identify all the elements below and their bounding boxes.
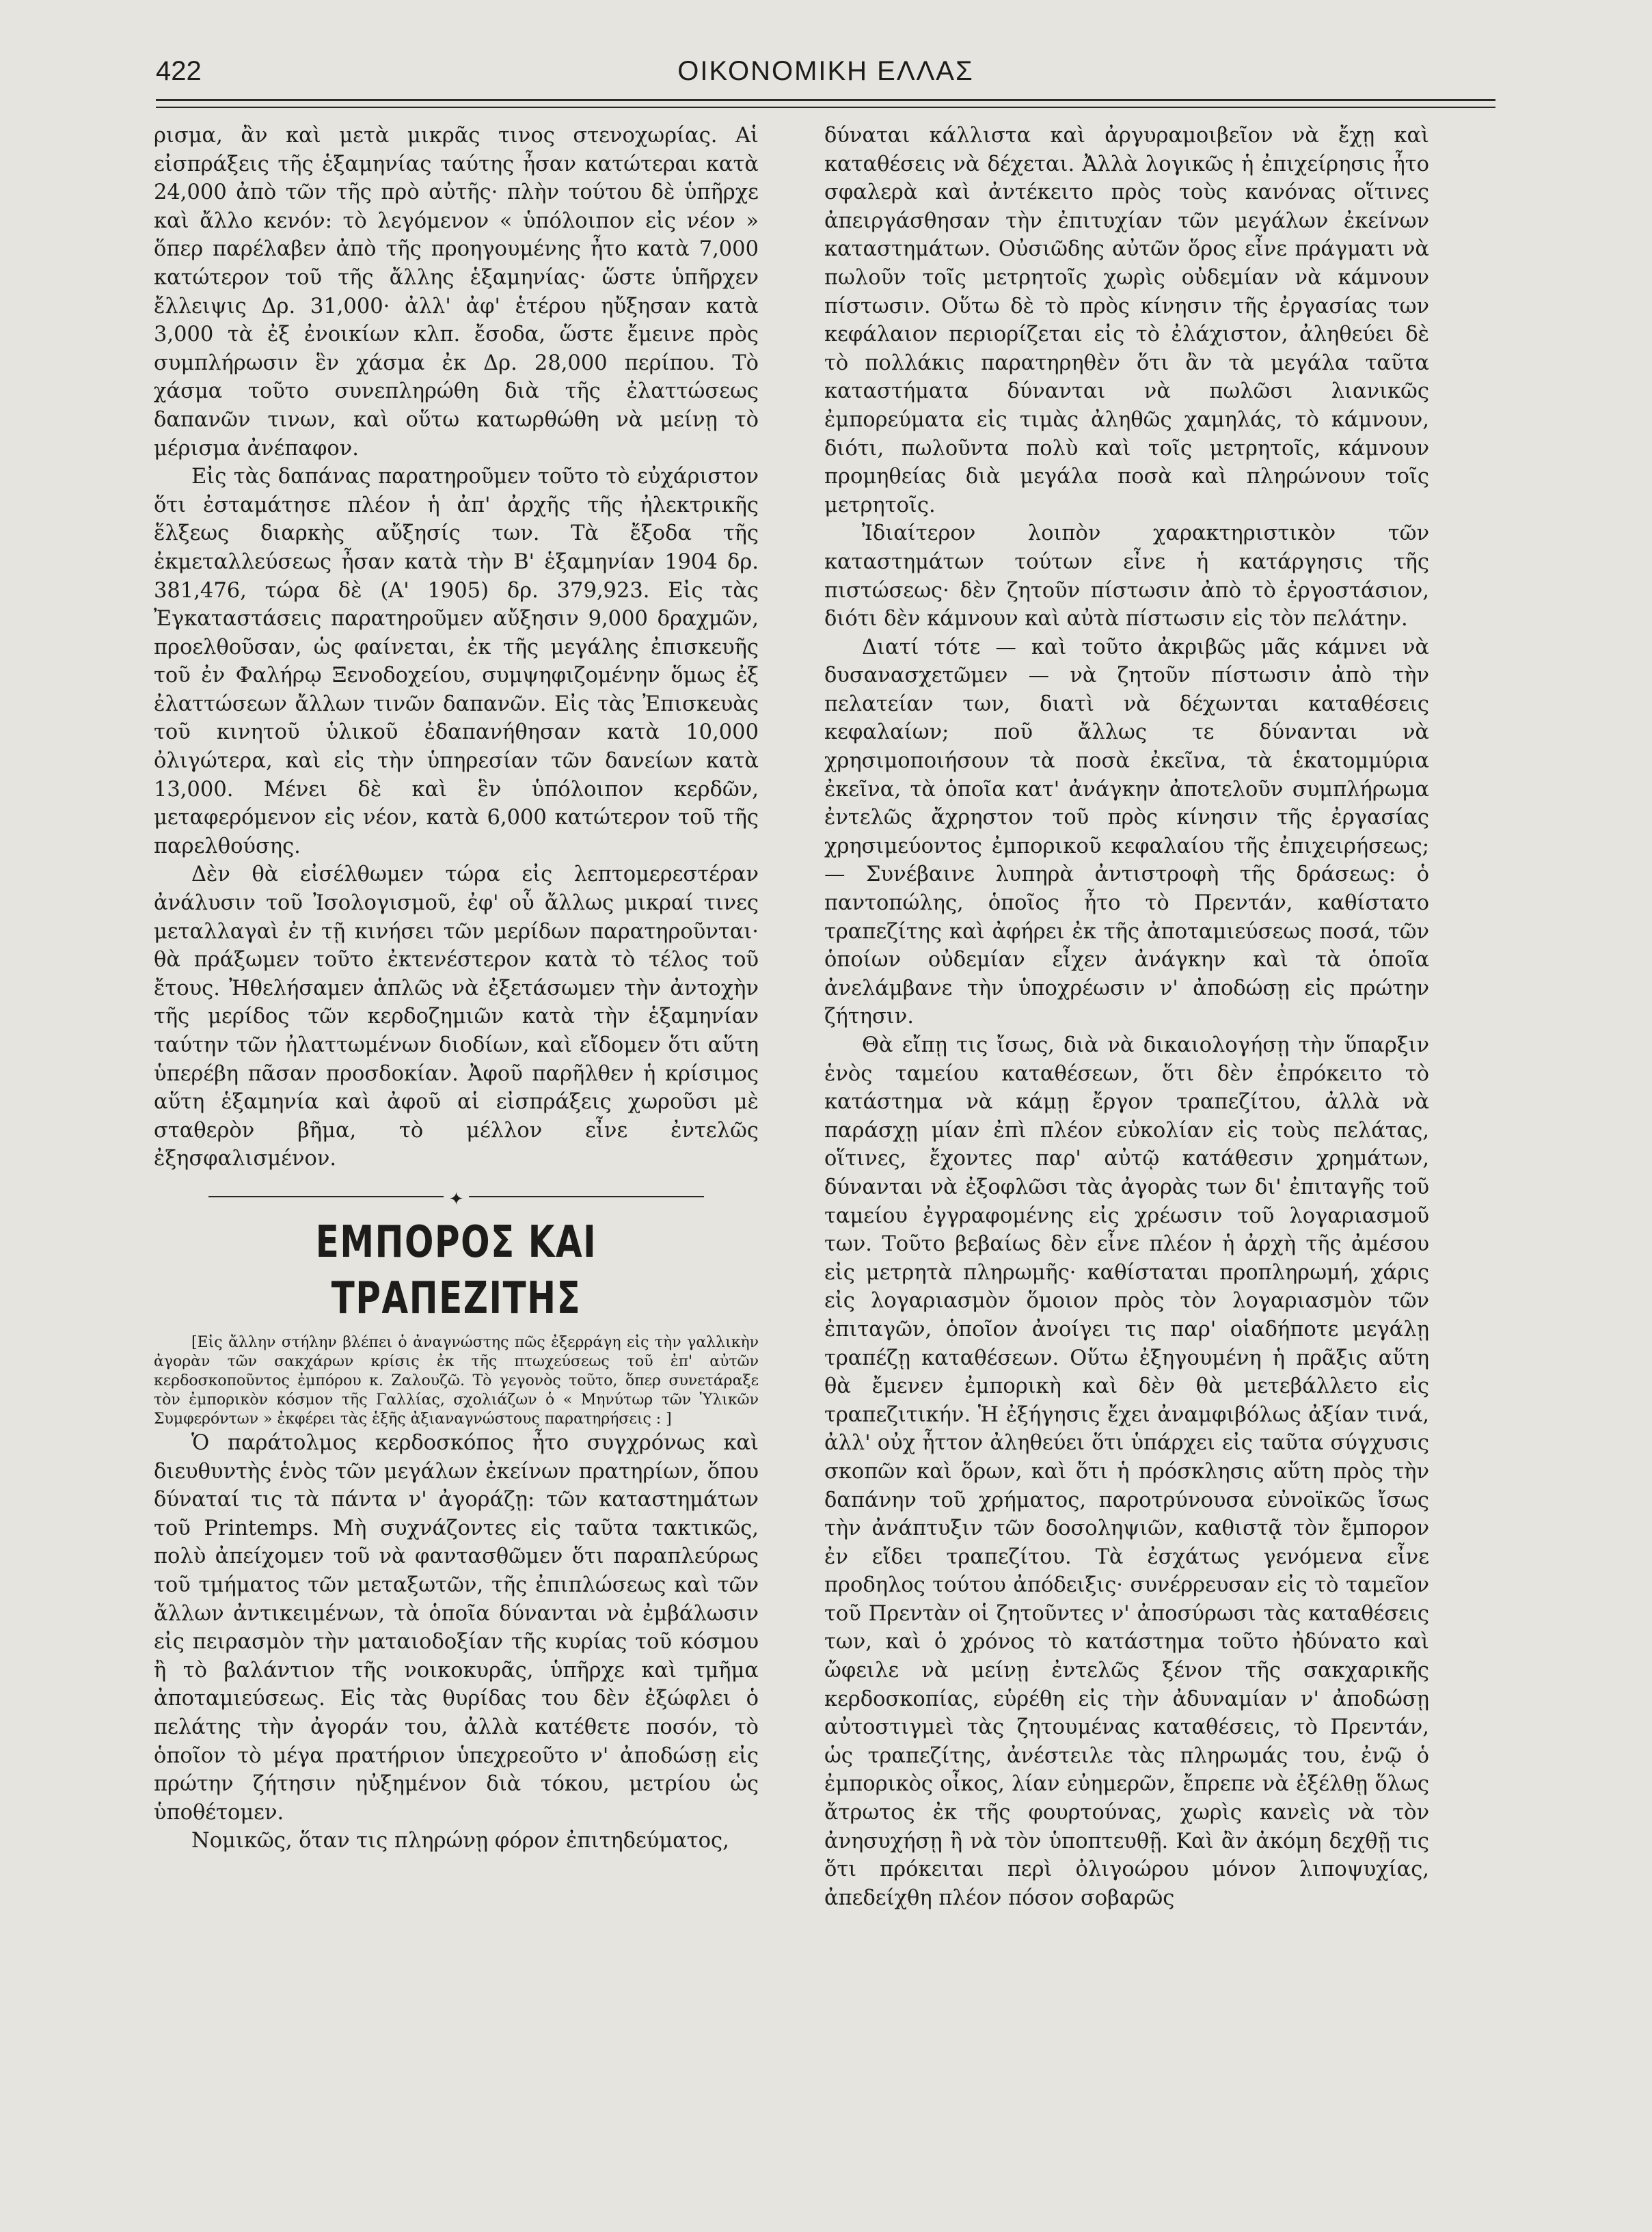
paragraph: δύναται κάλλιστα καὶ ἀργυραμοιβεῖον νὰ ἔχῃ καὶ καταθέσεις νὰ δέχεται. Ἀλλὰ λογικῶς ἡ ἐπιχείρησις ἦτο σφαλερὰ καὶ ἀντέκειτο πρὸς τοὺς κανόνας οἵτινες ἀπειργάσθησαν τὴν ἐπιτυχίαν τῶν μεγάλων ἐκείνων καταστημάτων. Οὐσιῶδης αὐτῶν ὅρος εἶνε πράγματι νὰ πωλοῦν τοῖς μετρητοῖς χωρὶς οὐδεμίαν νὰ κάμνουν πίστωσιν. Οὕτω δὲ τὸ πρὸς κίνησιν τῆς ἐργασίας των κεφάλαιον περιορίζεται εἰς τὸ ἐλάχιστον, ἀληθεύει δὲ τὸ πολλάκις παρατηρηθὲν ὅτι ἂν τὰ μεγάλα ταῦτα καταστήματα δύνανται νὰ πωλῶσι λιανικῶς ἐμπορεύματα εἰς τιμὰς ἀληθῶς χαμηλάς, τὸ κάμνουν, διότι, πωλοῦντα πολὺ καὶ τοῖς μετρητοῖς, κάμνουν προμηθείας διὰ μεγάλα ποσὰ καὶ πληρώνουν τοῖς μετρητοῖς. xyxy=(824,124,1429,517)
paragraph: Εἰς τὰς δαπάνας παρατηροῦμεν τοῦτο τὸ εὐχάριστον ὅτι ἐσταμάτησε πλέον ἡ ἀπ' ἀρχῆς τῆς ἠλεκτρικῆς ἕλξεως διαρκὴς αὔξησίς των. Τὰ ἔξοδα τῆς ἐκμεταλλεύσεως ἦσαν κατὰ τὴν Β' ἑξαμηνίαν 1904 δρ. 381,476, τώρα δὲ (Α' 1905) δρ. 379,923. Εἰς τὰς Ἐγκαταστάσεις παρατηροῦμεν αὔξησιν 9,000 δραχμῶν, προελθοῦσαν, ὡς φαίνεται, ἐκ τῆς μεγάλης ἐπισκευῆς τοῦ ἐν Φαλήρῳ Ξενοδοχείου, συμψηφιζομένην ὅμως ἐξ ἐλαττώσεων ἄλλων τινῶν δαπανῶν. Εἰς τὰς Ἐπισκευὰς τοῦ κινητοῦ ὑλικοῦ ἐδαπανήθησαν κατὰ 10,000 ὀλιγώτερα, καὶ εἰς τὴν ὑπηρεσίαν τῶν δανείων κατὰ 13,000. Μένει δὲ καὶ ἓν ὑπόλοιπον κερδῶν, μεταφερόμενον εἰς νέον, κατὰ 6,000 κατώτερον τοῦ τῆς παρελθούσης. xyxy=(154,465,759,858)
paragraph: Ἰδιαίτερον λοιπὸν χαρακτηριστικὸν τῶν καταστημάτων τούτων εἶνε ἡ κατάργησις τῆς πιστώσεως· δὲν ζητοῦν πίστωσιν ἀπὸ τὸ ἐργοστάσιον, διότι δὲν κάμνουν καὶ αὐτὰ πίστωσιν εἰς τὸν πελάτην. xyxy=(824,521,1429,631)
article-paragraph: Ὁ παράτολμος κερδοσκόπος ἦτο συγχρόνως καὶ διευθυντὴς ἑνὸς τῶν μεγάλων ἐκείνων πρατηρίων, ὅπου δύναταί τις τὰ πάντα ν' ἀγοράζῃ: τῶν καταστημάτων τοῦ Printemps. Μὴ συχνάζοντες εἰς ταῦτα τακτικῶς, πολὺ ἀπείχομεν τοῦ νὰ φαντασθῶμεν ὅτι παραπλεύρως τοῦ τμήματος τῶν μεταξωτῶν, τῆς ἐπιπλώσεως καὶ τῶν ἄλλων ἀντικειμένων, τὰ ὁποῖα δύνανται νὰ ἐμβάλωσιν εἰς πειρασμὸν τὴν ματαιοδοξίαν τῆς κυρίας τοῦ κόσμου ἢ τὸ βαλάντιον τῆς νοικοκυρᾶς, ὑπῆρχε καὶ τμῆμα ἀποταμιεύσεως. Εἰς τὰς θυρίδας του δὲν ἐξώφλει ὁ πελάτης τὴν ἀγοράν του, ἀλλὰ κατέθετε ποσόν, τὸ ὁποῖον τὸ μέγα πρατήριον ὑπεχρεοῦτο ν' ἀποδώσῃ εἰς πρώτην ζήτησιν ηὐξημένον διὰ τόκου, μετρίου ὡς ὑποθέτομεν. xyxy=(154,1430,759,1825)
page-header xyxy=(156,48,1495,96)
section-title: ΕΜΠΟΡΟΣ ΚΑΙ ΤΡΑΠΕΖΙΤΗΣ xyxy=(315,1216,597,1324)
paragraph: Διατί τότε — καὶ τοῦτο ἀκριβῶς μᾶς κάμνει νὰ δυσανασχετῶμεν — νὰ ζητοῦν πίστωσιν ἀπὸ τὴν πελατείαν των, διατὶ νὰ δέχωνται καταθέσεις κεφαλαίων; ποῦ ἄλλως τε δύνανται νὰ χρησιμοποιήσουν τὰ ποσὰ ἐκεῖνα, τὰ ἑκατομμύρια ἐκεῖνα, τὰ ὁποῖα κατ' ἀνάγκην ἀποτελοῦν συμπλήρωμα ἐντελῶς ἄχρηστον τοῦ πρὸς κίνησιν τῆς ἐργασίας χρησιμεύοντος ἐμπορικοῦ κεφαλαίου τῆς ἐπιχειρήσεως; — Συνέβαινε λυπηρὰ ἀντιστροφὴ τῆς δράσεως: ὁ παντοπώλης, ὁποῖος ἦτο τὸ Πρεντάν, καθίστατο τραπεζίτης καὶ ἀφήρει ἐκ τῆς ἀποταμιεύσεως ποσά, τῶν ὁποίων οὐδεμίαν εἶχεν ἀνάγκην καὶ τὰ ὁποῖα ἀνελάμβανε τὴν ὑποχρέωσιν ν' ἀποδώσῃ εἰς πρώτην ζήτησιν. xyxy=(824,635,1429,1029)
article-paragraph: Νομικῶς, ὅταν τις πληρώνῃ φόρον ἐπιτηδεύματος, xyxy=(191,1829,729,1853)
paragraph: Δὲν θὰ εἰσέλθωμεν τώρα εἰς λεπτομερεστέραν ἀνάλυσιν τοῦ Ἰσολογισμοῦ, ἐφ' οὗ ἄλλως μικραί τινες μεταλλαγαὶ ἐν τῇ κινήσει τῶν μερίδων παρατηροῦνται· θὰ πράξωμεν τοῦτο ἐκτενέστερον κατὰ τὸ τέλος τοῦ ἔτους. Ἠθελήσαμεν ἁπλῶς νὰ ἐξετάσωμεν τὴν ἀντοχὴν τῆς μερίδος τῶν κερδοζημιῶν κατὰ τὴν ἑξαμηνίαν ταύτην τῶν ἠλαττωμένων διοδίων, καὶ εἴδομεν ὅτι αὕτη ὑπερέβη πᾶσαν προσδοκίαν. Ἀφοῦ παρῆλθεν ἡ κρίσιμος αὕτη ἑξαμηνία καὶ ἀφοῦ αἱ εἰσπράξεις χωροῦσι μὲ σταθερὸν βῆμα, τὸ μέλλον εἶνε ἐντελῶς ἐξησφαλισμένον. xyxy=(154,862,759,1171)
divider-ornament-icon: ✦ xyxy=(444,1186,470,1214)
left-column xyxy=(154,122,759,2213)
section-divider xyxy=(154,1183,759,1210)
header-rule xyxy=(156,99,1495,108)
page-number: 422 xyxy=(156,56,202,86)
editor-note: [Εἰς ἄλλην στήλην βλέπει ὁ ἀναγνώστης πῶς ἐξερράγη εἰς τὴν γαλλικὴν ἀγορὰν τῶν σακχάρων κρίσις ἐκ τῆς πτωχεύσεως τοῦ ἐπ' αὐτῶν κερδοσκοποῦντος ἐμπόρου κ. Ζαλουζῶ. Τὸ γεγονὸς τοῦτο, ὅπερ συνετάραξε τὸν ἐμπορικὸν κόσμον τῆς Γαλλίας, σχολιάζων ὁ « Μηνύτωρ τῶν Ὑλικῶν Συμφερόντων » ἐκφέρει τὰς ἑξῆς ἀξιαναγνώστους παρατηρήσεις : ] xyxy=(154,1333,759,1428)
paragraph: Θὰ εἴπῃ τις ἴσως, διὰ νὰ δικαιολογήσῃ τὴν ὕπαρξιν ἑνὸς ταμείου καταθέσεων, ὅτι δὲν ἐπρόκειτο τὸ κατάστημα νὰ κάμῃ ἔργον τραπεζίτου, ἀλλὰ νὰ παράσχῃ μίαν ἐπὶ πλέον εὐκολίαν εἰς τοὺς πελάτας, οἵτινες, ἔχοντες παρ' αὐτῷ κατάθεσιν χρημάτων, δύνανται νὰ ἐξοφλῶσι τὰς ἀγορὰς των δι' ἐπιταγῆς τοῦ ταμείου ἐγγραφομένης εἰς χρέωσιν τοῦ λογαριασμοῦ των. Τοῦτο βεβαίως δὲν εἶνε πλέον ἡ ἀρχὴ τῆς ἀμέσου εἰς μετρητὰ πληρωμῆς· καθίσταται προπληρωμή, χάρις εἰς λογαριασμὸν ὅμοιον πρὸς τὸν λογαριασμὸν τῶν ἐπιταγῶν, ὁποῖον ἀνοίγει τις παρ' οἱαδήποτε μεγάλῃ τραπέζῃ καταθέσεων. Οὕτω ἐξηγουμένη ἡ πρᾶξις αὕτη θὰ ἔμενεν ἐμπορικὴ καὶ δὲν θὰ μετεβάλλετο εἰς τραπεζιτικήν. Ἡ ἐξήγησις ἔχει ἀναμφιβόλως ἀξίαν τινά, ἀλλ' οὐχ ἧττον ἀληθεύει ὅτι ὑπάρχει εἰς ταῦτα σύγχυσις σκοπῶν καὶ ὅρων, καὶ ὅτι ἡ πρόσκλησις αὕτη πρὸς τὴν δαπάνην τοῦ χρήματος, παροτρύνουσα εὐνοϊκῶς ἴσως τὴν ἀνάπτυξιν τῶν δοσοληψιῶν, καθιστᾷ τὸν ἔμπορον ἐν εἴδει τραπεζίτου. Τὰ ἐσχάτως γενόμενα εἶνε προδηλος τούτου ἀπόδειξις· συνέρρευσαν εἰς τὸ ταμεῖον τοῦ Πρεντὰν οἱ ζητοῦντες ν' ἀποσύρωσι τὰς καταθέσεις των, καὶ ὁ χρόνος τὸ κατάστημα τοῦτο ἠδύνατο καὶ ὤφειλε νὰ μείνῃ ἐντελῶς ξένον τῆς σακχαρικῆς κερδοσκοπίας, εὑρέθη εἰς τὴν ἀδυναμίαν ν' ἀποδώσῃ αὐτοστιγμεὶ τὰς ζητουμένας καταθέσεις, τὸ Πρεντάν, ὡς τραπεζίτης, ἀνέστειλε τὰς πληρωμάς του, ἐνῷ ὁ ἐμπορικὸς οἶκος, λίαν εὐημερῶν, ἔπρεπε νὰ ἐξέλθῃ ὅλως ἄτρωτος ἐκ τῆς φουρτούνας, χωρὶς κανεὶς νὰ τὸν ἀνησυχήσῃ ἢ νὰ τὸν ὑποπτευθῇ. Καὶ ἂν ἀκόμη δεχθῇ τις ὅτι πρόκειται περὶ ὀλιγοώρου μόνον λιποψυχίας, ἀπεδείχθη πλέον πόσον σοβαρῶς xyxy=(824,1033,1429,1910)
paragraph: ρισμα, ἂν καὶ μετὰ μικρᾶς τινος στενοχωρίας. Αἱ εἰσπράξεις τῆς ἑξαμηνίας ταύτης ἦσαν κατώτεραι κατὰ 24,000 ἀπὸ τῶν τῆς πρὸ αὐτῆς· πλὴν τούτου δὲ ὑπῆρχε καὶ ἄλλο κενόν: τὸ λεγόμενον « ὑπόλοιπον εἰς νέον » ὅπερ παρέλαβεν ἀπὸ τῆς προηγουμένης ἦτο κατὰ 7,000 κατώτερον τοῦ τῆς ἄλλης ἑξαμηνίας· ὥστε ὑπῆρχεν ἔλλειψις Δρ. 31,000· ἀλλ' ἀφ' ἑτέρου ηὔξησαν κατὰ 3,000 τὰ ἐξ ἐνοικίων κλπ. ἔσοδα, ὥστε ἔμεινε πρὸς συμπλήρωσιν ἓν χάσμα ἐκ Δρ. 28,000 περίπου. Τὸ χάσμα τοῦτο συνεπληρώθη διὰ τῆς ἐλαττώσεως δαπανῶν τινων, καὶ οὕτω κατωρθώθη νὰ μείνῃ τὸ μέρισμα ἀνέπαφον. xyxy=(154,124,759,461)
running-title: ΟΙΚΟΝΟΜΙΚΗ ΕΛΛΑΣ xyxy=(677,56,974,86)
right-column xyxy=(824,122,1429,2213)
